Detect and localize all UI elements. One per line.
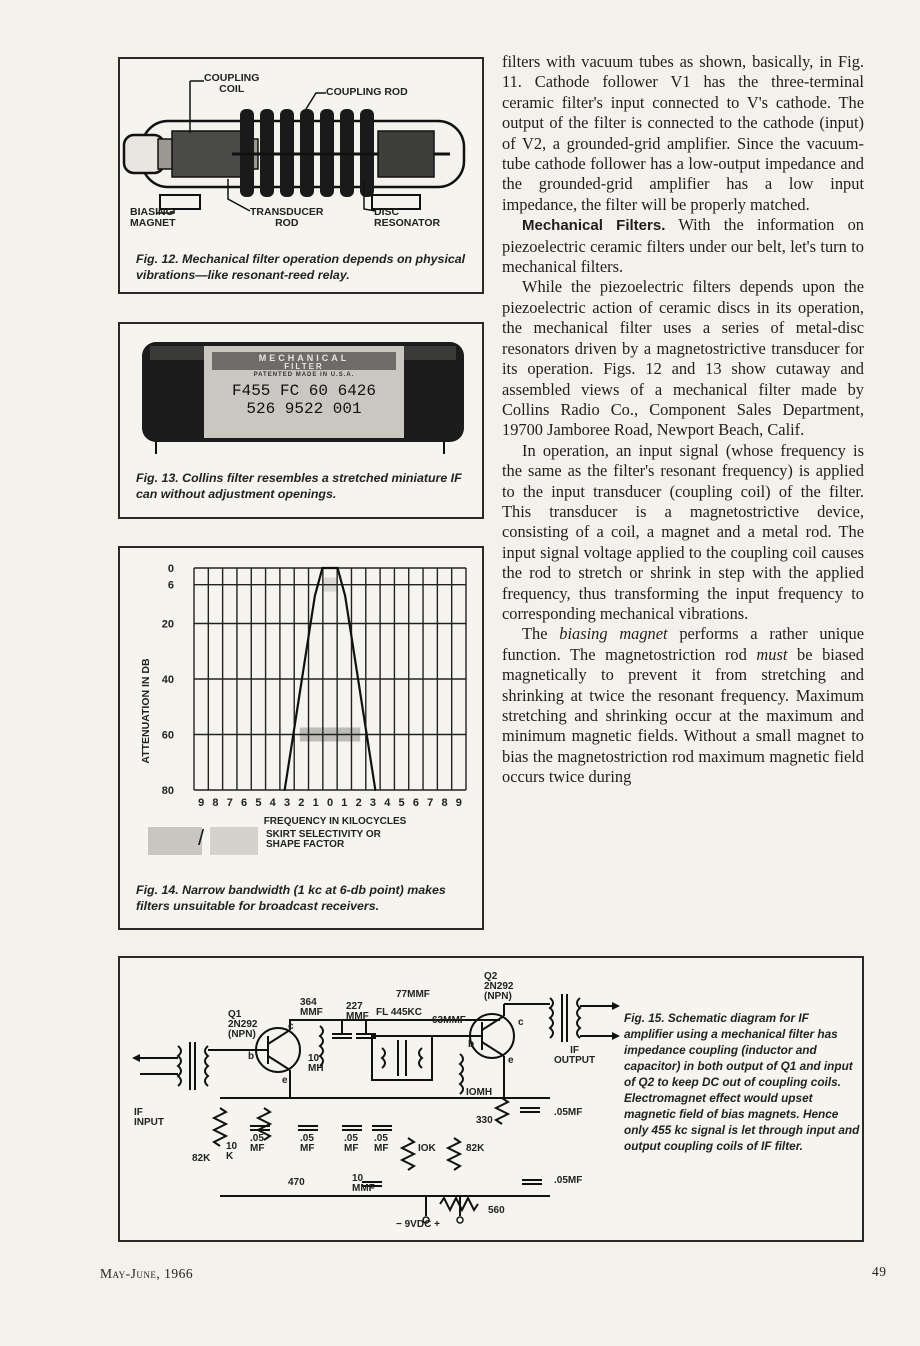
footer-page-number: 49 bbox=[872, 1264, 887, 1279]
label-coupling-coil-line2: COIL bbox=[219, 83, 245, 95]
fig14-data-point bbox=[374, 789, 376, 791]
r330-label: 330 bbox=[476, 1115, 493, 1126]
label-coupling-coil bbox=[204, 73, 259, 95]
if-input-line2: INPUT bbox=[134, 1117, 164, 1128]
fig14-ytick-label: 20 bbox=[161, 618, 174, 631]
fig14-ytick-label: 40 bbox=[161, 674, 174, 686]
article-p5-a: The bbox=[522, 624, 560, 644]
c05a-value: .05 bbox=[250, 1133, 264, 1144]
fl-frequency: 445KC bbox=[390, 1007, 422, 1018]
fig13-label-patented: PATENTED MADE IN U.S.A. bbox=[253, 372, 355, 378]
fig13-label-filter: FILTER bbox=[284, 362, 324, 371]
if-input-label bbox=[134, 1108, 164, 1128]
article-p5-c: be biased magnetically to prevent it from stretching and shrinking at twice the resonant frequency. Maximum stretching and shrinking occur at the maximum and minimum magnetic fields. Without a small magnet to bias the magnetostriction rod maximum magnetic field occurs twice during bbox=[502, 644, 864, 787]
r10k-mid-label: IOK bbox=[418, 1143, 436, 1154]
l10mh-label bbox=[308, 1054, 324, 1074]
article-paragraph-3: While the piezoelectric filters depends upon the piezoelectric action of ceramic discs in its operation, the mechanical filter uses a series of metal-disc resonators driven by a magnetostrictive transducer for its operation. Figs. 12 and 13 show cutaway and assembled views of a mechanical filter made by Collins Radio Co., Component Sales Department, 19700 Jamboree Road, Newport Beach, Calif. bbox=[502, 277, 864, 440]
article-body bbox=[502, 52, 864, 788]
fig14-xtick-label: 3 bbox=[283, 797, 291, 809]
fig14-legend-slash: / bbox=[198, 825, 205, 850]
article-paragraph-4: In operation, an input signal (whose frequency is the same as the filter's resonant frequency) is applied to the input transducer (coupling coil) of the filter. This transducer is a magnetostrictive device, consisting of a coil, a magnet and a metal rod. The input signal voltage applied to the coupling coil causes the rod to stretch or shrink in step with the applied frequency, thus transforming the input frequency to corresponding mechanical vibrations. bbox=[502, 440, 864, 623]
fig14-data-point bbox=[284, 789, 286, 791]
c227-value: 227 bbox=[346, 1001, 363, 1012]
fig15-caption: Fig. 15. Schematic diagram for IF amplifier using a mechanical filter has impedance coupling (inductor and capacitor) in both output of Q1 and input of Q2 to keep DC out of coupling coils. Electromagnet effect would upset magnetic field of bias magnets. Hence only 455 kc signal is let through input and output coupling coils of IF filter. bbox=[624, 1011, 860, 1153]
fig14-xtick-label: 7 bbox=[427, 797, 434, 809]
q1-type: 2N292 bbox=[228, 1019, 258, 1030]
label-biasing-magnet bbox=[130, 207, 176, 229]
fig14-xtick-label: 9 bbox=[455, 797, 462, 809]
q2-name: Q2 bbox=[484, 971, 498, 982]
article-paragraph-2 bbox=[502, 215, 864, 277]
label-transducer-rod bbox=[250, 207, 324, 229]
q1-label bbox=[228, 1010, 257, 1040]
c05c-value: .05 bbox=[344, 1133, 358, 1144]
fig14-xtick-label: 8 bbox=[441, 797, 448, 809]
if-output-line1: IF bbox=[570, 1045, 579, 1056]
fig14-data-point bbox=[317, 584, 319, 586]
label-biasing-line1: BIASING bbox=[130, 206, 174, 218]
fig14-ylabel: ATTENUATION IN DB bbox=[140, 658, 152, 764]
fig14-xtick-label: 5 bbox=[255, 797, 262, 809]
fig14-data-point bbox=[344, 595, 346, 597]
c364-value: 364 bbox=[300, 997, 317, 1008]
c05d-value: .05 bbox=[374, 1133, 388, 1144]
fig14-data-point bbox=[341, 584, 343, 586]
q2-collector-label: c bbox=[518, 1017, 524, 1028]
label-disc-resonator bbox=[374, 207, 440, 229]
c05b-label bbox=[300, 1134, 314, 1154]
fig14-legend-line1: SKIRT SELECTIVITY OR bbox=[266, 829, 381, 840]
q1-emitter-label: e bbox=[282, 1075, 288, 1086]
fig14-data-point bbox=[314, 595, 316, 597]
fig14-legend-swatch-1 bbox=[148, 825, 205, 855]
c05d-label bbox=[374, 1134, 388, 1154]
fig14-box bbox=[118, 546, 484, 930]
c10mf-unit: MMF bbox=[352, 1183, 375, 1194]
r560-label: 560 bbox=[488, 1205, 505, 1216]
q2-emitter-label: e bbox=[508, 1055, 514, 1066]
fig14-ytick-label: 0 bbox=[167, 563, 174, 575]
fig14-xtick-label: 1 bbox=[312, 797, 319, 809]
q2-type: 2N292 bbox=[484, 981, 514, 992]
q2-base-label: b bbox=[468, 1039, 475, 1050]
article-p5-b: performs a rather unique function. The magnetostriction rod bbox=[502, 624, 864, 664]
label-biasing-line2: MAGNET bbox=[130, 217, 176, 229]
iomh-label: IOMH bbox=[466, 1087, 493, 1098]
r10k-left-unit: K bbox=[226, 1151, 234, 1162]
label-coupling-coil-line1: COUPLING bbox=[204, 72, 260, 84]
fig14-caption: Fig. 14. Narrow bandwidth (1 kc at 6-db point) makes filters unsuitable for broadcast receivers. bbox=[136, 883, 446, 913]
fig14-xtick-label: 2 bbox=[355, 797, 362, 809]
fig14-xtick-label: 4 bbox=[384, 797, 391, 809]
fig14-ytick-label: 60 bbox=[161, 729, 174, 742]
label-coupling-rod: COUPLING ROD bbox=[326, 86, 408, 98]
r82k-left-label: 82K bbox=[192, 1153, 211, 1164]
fig14-legend-line2: SHAPE FACTOR bbox=[266, 839, 345, 850]
label-disc-line1: DISC bbox=[374, 206, 400, 218]
q2-npn: (NPN) bbox=[484, 991, 512, 1002]
fig14-ytick-label: 6 bbox=[167, 579, 174, 592]
c05b-unit: MF bbox=[300, 1143, 315, 1154]
fig14-xtick-label: 9 bbox=[198, 797, 205, 809]
label-transducer-line1: TRANSDUCER bbox=[250, 206, 324, 218]
fig14-data-point bbox=[321, 567, 323, 569]
q1-name: Q1 bbox=[228, 1009, 242, 1020]
c05a-label bbox=[250, 1134, 264, 1154]
fl-name: FL bbox=[376, 1007, 389, 1018]
fl-label bbox=[376, 1008, 422, 1018]
r82k-mid-label: 82K bbox=[466, 1143, 485, 1154]
c05c-label bbox=[344, 1134, 358, 1154]
fig14-data-point bbox=[337, 567, 339, 569]
r470-label: 470 bbox=[288, 1177, 305, 1188]
fig12-caption: Fig. 12. Mechanical filter operation depends on physical vibrations—like resonant-reed relay. bbox=[136, 252, 466, 282]
l10-unit: MH bbox=[308, 1063, 324, 1074]
q1-collector-label: c bbox=[288, 1021, 294, 1032]
fig13-caption: Fig. 13. Collins filter resembles a stretched miniature IF can without adjustment openings. bbox=[136, 471, 462, 501]
c10mf-value: 10 bbox=[352, 1173, 364, 1184]
c10mf-label bbox=[352, 1174, 375, 1194]
c05a-unit: MF bbox=[250, 1143, 265, 1154]
q1-base-label: b bbox=[248, 1051, 255, 1062]
label-disc-line2: RESONATOR bbox=[374, 217, 441, 229]
q1-npn: (NPN) bbox=[228, 1029, 256, 1040]
fig14-data-point bbox=[329, 567, 331, 569]
article-p5-em2: must bbox=[756, 644, 788, 664]
fig14-xtick-label: 5 bbox=[398, 797, 405, 809]
fig14-legend-swatch-2 bbox=[210, 827, 258, 855]
fig14-xtick-label: 1 bbox=[341, 797, 348, 809]
fig14-xtick-label: 6 bbox=[241, 797, 248, 809]
fig14-xtick-label: 4 bbox=[269, 797, 276, 809]
fig14-xtick-label: 0 bbox=[326, 797, 334, 809]
fig14-ytick-label: 80 bbox=[161, 785, 174, 797]
fig13-label-line2: 526 9522 001 bbox=[246, 400, 362, 418]
fig13-label-top: MECHANICAL bbox=[258, 353, 350, 363]
article-paragraph-2-text: With the information on piezoelectric ceramic filters under our belt, let's turn to mechanical filters. bbox=[502, 215, 864, 277]
fig14-xtick-label: 7 bbox=[226, 797, 233, 809]
c77-label: 77MMF bbox=[396, 989, 430, 1000]
footer-issue-date: May-June, 1966 bbox=[100, 1266, 194, 1281]
article-paragraph-5 bbox=[502, 624, 864, 787]
c05c-unit: MF bbox=[344, 1143, 359, 1154]
fig14-xtick-label: 3 bbox=[369, 797, 377, 809]
label-transducer-line2: ROD bbox=[275, 217, 299, 229]
article-p5-em1: biasing magnet bbox=[559, 624, 668, 644]
fig14-xtick-label: 6 bbox=[412, 797, 419, 809]
c05d-unit: MF bbox=[374, 1143, 389, 1154]
fig14-legend-text bbox=[266, 830, 381, 850]
fig13-box bbox=[118, 322, 484, 519]
if-input-line1: IF bbox=[134, 1107, 143, 1118]
c364-unit: MMF bbox=[300, 1007, 323, 1018]
section-heading-mechanical-filters: Mechanical Filters. bbox=[522, 217, 666, 235]
c05b-value: .05 bbox=[300, 1133, 314, 1144]
fig14-xtick-label: 2 bbox=[298, 797, 305, 809]
fig14-attenuation-chart bbox=[120, 548, 482, 848]
c364-label bbox=[300, 998, 323, 1018]
l10-value: 10 bbox=[308, 1053, 320, 1064]
c05-right-2-label: .05MF bbox=[554, 1175, 583, 1186]
fig13-label-line1: F455 FC 60 6426 bbox=[231, 382, 377, 400]
r10k-left-label bbox=[226, 1142, 237, 1162]
fig14-xlabel: FREQUENCY IN KILOCYCLES bbox=[263, 816, 407, 827]
article-paragraph-1: filters with vacuum tubes as shown, basically, in Fig. 11. Cathode follower V1 has the three-terminal ceramic filter's input connected to V's cathode. The output of the filter is connected to the cathode (input) of V2, a grounded-grid amplifier. Since the vacuum-tube cathode follower has a low-output impedance and the grounded-grid amplifier has a low input impedance, the filter will be properly matched. bbox=[502, 52, 864, 214]
fig15-schematic bbox=[120, 958, 620, 1240]
supply-label: − 9VDC + bbox=[396, 1219, 440, 1230]
fig12-box bbox=[118, 57, 484, 294]
c05-right-1-label: .05MF bbox=[554, 1107, 583, 1118]
if-output-label bbox=[554, 1046, 595, 1066]
q2-label bbox=[484, 972, 513, 1002]
r10k-left-value: 10 bbox=[226, 1141, 238, 1152]
c63-label: 63MMF bbox=[432, 1015, 466, 1026]
c227-unit: MMF bbox=[346, 1011, 369, 1022]
c227-label bbox=[346, 1002, 369, 1022]
fig15-box bbox=[118, 956, 864, 1242]
fig14-xtick-label: 8 bbox=[212, 797, 219, 809]
if-output-line2: OUTPUT bbox=[554, 1055, 596, 1066]
